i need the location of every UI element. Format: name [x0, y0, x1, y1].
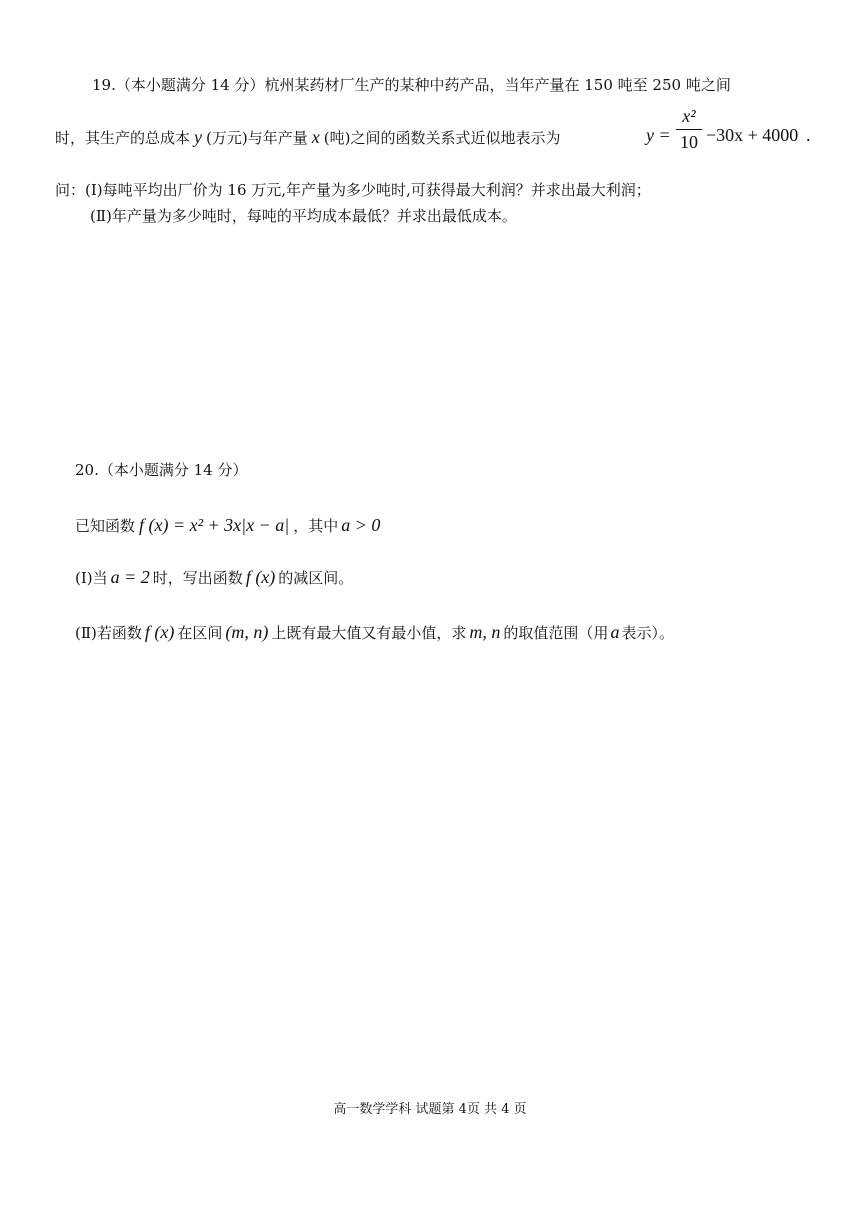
q20-part1 [75, 567, 353, 588]
q20-part2-text-c: 上既有最大值又有最小值，求 [271, 624, 467, 642]
q20-part2-function: f (x) [144, 622, 175, 642]
page-footer: 高一数学学科 试题第 4页 共 4 页 [333, 1102, 527, 1117]
formula-period: . [806, 125, 811, 145]
formula-denominator: 10 [680, 132, 698, 152]
q20-part1-function: f (x) [245, 567, 276, 587]
q20-part2-var-a: a [610, 622, 620, 642]
fraction-bar [676, 129, 702, 130]
q20-given-text-b: ，其中 [293, 517, 339, 535]
q19-var-x: x [311, 127, 320, 147]
q19-cost-formula [646, 106, 816, 162]
q20-part1-text-c: 的减区间。 [278, 569, 354, 587]
q19-line2-text-c: (吨)之间的函数关系式近似地表示为 [323, 129, 561, 147]
q19-line2-text-b: (万元)与年产量 [206, 129, 308, 147]
q19-var-y: y [194, 127, 203, 147]
q19-part2: (Ⅱ)年产量为多少吨时，每吨的平均成本最低？并求出最低成本。 [90, 207, 517, 225]
q20-given-text-a: 已知函数 [75, 517, 136, 535]
formula-numerator: x² [682, 106, 696, 126]
q20-part2-text-a: (Ⅱ)若函数 [75, 624, 142, 642]
q20-part2-mn: m, n [469, 622, 501, 642]
q20-part2-text-d: 的取值范围（用 [503, 624, 609, 642]
q20-part1-text-a: (Ⅰ)当 [75, 569, 108, 587]
q19-line2 [55, 127, 560, 148]
q20-part2 [75, 622, 674, 643]
q20-part1-text-b: 时，写出函数 [152, 569, 243, 587]
formula-lhs: y = [646, 125, 671, 145]
q20-given [75, 515, 380, 536]
q20-given-condition: a > 0 [341, 515, 381, 535]
q19-part1: 问：(Ⅰ)每吨平均出厂价为 16 万元,年产量为多少吨时,可获得最大利润？并求出最大利润； [55, 181, 651, 199]
q20-part1-condition: a = 2 [110, 567, 150, 587]
q19-line1: 19.（本小题满分 14 分）杭州某药材厂生产的某种中药产品，当年产量在 150 吨至 250 吨之间 [92, 76, 731, 94]
q20-title: 20.（本小题满分 14 分） [75, 461, 248, 479]
q19-line2-text-a: 时，其生产的总成本 [55, 129, 191, 147]
q20-given-formula: f (x) = x² + 3x|x − a| [139, 515, 290, 535]
formula-rest: −30x + 4000 [706, 125, 799, 145]
q20-part2-text-b: 在区间 [177, 624, 223, 642]
q20-part2-text-e: 表示）。 [621, 624, 674, 642]
formula-fraction [676, 106, 702, 160]
q20-part2-interval: (m, n) [225, 622, 269, 642]
